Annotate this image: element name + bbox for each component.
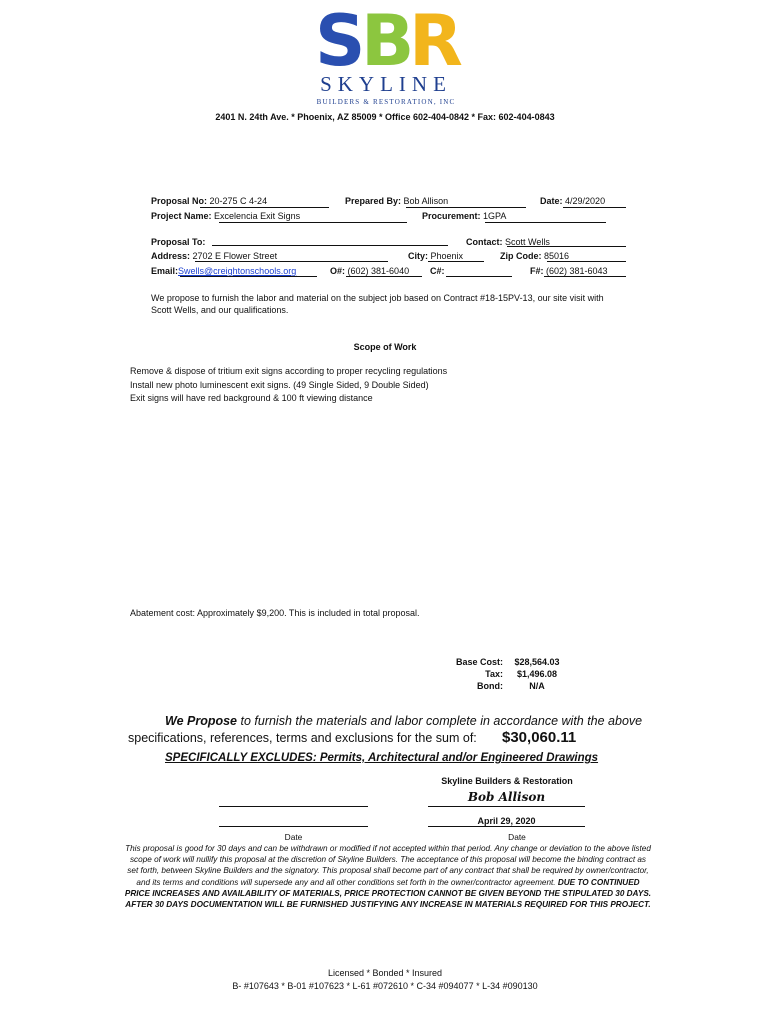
email-link[interactable]: Swells@creightonschools.org (178, 266, 297, 276)
scope-item: Exit signs will have red background & 100 ft viewing distance (130, 393, 373, 403)
base-cost-value: $28,564.03 (514, 657, 560, 667)
proposal-to-underline (212, 245, 448, 246)
contact-label: Contact: (466, 237, 503, 247)
city-underline (428, 261, 484, 262)
city-value: Phoenix (430, 251, 464, 261)
email-field (151, 266, 296, 276)
office-phone-underline (346, 276, 422, 277)
date-underline (563, 207, 626, 208)
procurement-underline (485, 222, 606, 223)
prepared-by-underline (406, 207, 526, 208)
signature-company: Skyline Builders & Restoration (441, 776, 573, 786)
address-value: 2702 E Flower Street (192, 251, 278, 261)
footer-licensed: Licensed * Bonded * Insured (327, 968, 443, 978)
date-label: Date: (540, 196, 563, 206)
cost-labels (440, 656, 503, 692)
terms-bold-due: DUE (557, 877, 576, 887)
company-address-line: 2401 N. 24th Ave. * Phoenix, AZ 85009 * Office 602-404-0842 * Fax: 602-404-0843 (215, 112, 555, 122)
footer (0, 967, 770, 992)
proposal-no-value: 20-275 C 4-24 (209, 196, 268, 206)
tax-label: Tax: (485, 669, 503, 679)
cost-values (508, 656, 566, 692)
project-name-field (151, 211, 300, 221)
logo-wordmark: SKYLINE (320, 72, 452, 96)
prepared-by-label: Prepared By: (345, 196, 402, 206)
procurement-label: Procurement: (422, 211, 481, 221)
scope-item: Install new photo luminescent exit signs. (49 Single Sided, 9 Double Sided) (130, 379, 429, 390)
exclusions: SPECIFICALLY EXCLUDES: Permits, Architectural and/or Engineered Drawings (165, 752, 599, 764)
company-date-line (428, 826, 585, 827)
zip-code-value: 85016 (544, 251, 570, 261)
proposal-no-underline (200, 207, 329, 208)
zip-code-field (500, 251, 569, 261)
procurement-field (422, 211, 506, 221)
procurement-value: 1GPA (483, 211, 507, 221)
proposal-to-label: Proposal To: (151, 237, 206, 247)
scope-title: Scope of Work (353, 342, 417, 352)
logo-letter-s: S (315, 0, 364, 82)
total-amount: $30,060.11 (502, 729, 577, 746)
total-statement-line-1 (165, 714, 642, 728)
logo-subtitle: BUILDERS & RESTORATION, INC (316, 98, 456, 106)
intro-line-2: Scott Wells, and our qualifications. (151, 305, 289, 315)
cell-phone-underline (446, 276, 512, 277)
fax-label: F#: (530, 266, 544, 276)
signature-signer: Bob Allison (467, 790, 546, 804)
intro-paragraph (151, 292, 671, 316)
email-label: Email: (151, 266, 179, 276)
scope-item: Remove & dispose of tritium exit signs according to proper recycling regulations (130, 366, 448, 376)
project-name-underline (219, 222, 407, 223)
office-phone-field (330, 266, 409, 276)
email-underline (180, 276, 317, 277)
city-label: City: (408, 251, 428, 261)
tax-value: $1,496.08 (516, 669, 558, 679)
fax-field (530, 266, 608, 276)
address-underline (195, 261, 388, 262)
company-date-label: Date (508, 832, 526, 842)
prepared-by-field (345, 196, 448, 206)
proposal-no-field (151, 196, 267, 206)
intro-line-1: We propose to furnish the labor and material on the subject job based on Contract #18-15PV-13, our site visit with (151, 293, 604, 303)
zip-code-label: Zip Code: (500, 251, 542, 261)
address-field (151, 251, 277, 261)
client-signature-line (219, 806, 368, 807)
client-date-label: Date (284, 832, 303, 842)
project-name-value: Excelencia Exit Signs (214, 211, 301, 221)
bond-value: N/A (529, 681, 545, 691)
fax-value: (602) 381-6043 (546, 266, 608, 276)
we-propose-rest: to furnish the materials and labor complete in accordance with the above (240, 714, 643, 728)
total-statement-line-2: specifications, references, terms and exclusions for the sum of: (128, 731, 477, 745)
fax-underline (544, 276, 626, 277)
date-field (540, 196, 605, 206)
contact-value: Scott Wells (505, 237, 550, 247)
company-signature-line (428, 806, 585, 807)
terms-bold-rest: TO CONTINUED PRICE INCREASES AND AVAILABILITY OF MATERIALS, PRICE PROTECTION CANNOT BE GIVEN BEYOND THE STIPULATED 30 DAYS. AFTER 30 DAYS DOCUMENTATION WILL BE FURNISHED JUSTIFYING ANY INCREASE IN MATERIALS REQUIRED FOR THIS PROJECT. (124, 877, 652, 910)
we-propose-lead: We Propose (165, 714, 238, 728)
contact-underline (507, 246, 626, 247)
date-value: 4/29/2020 (565, 196, 606, 206)
city-field (408, 251, 463, 261)
footer-license-numbers: B- #107643 * B-01 #107623 * L-61 #072610 * C-34 #094077 * L-34 #090130 (232, 980, 538, 991)
company-logo (313, 0, 461, 108)
project-name-label: Project Name: (151, 211, 212, 221)
bond-label: Bond: (477, 681, 503, 691)
terms-paragraph (124, 843, 652, 910)
scope-list (130, 365, 447, 406)
logo-letter-b: B (361, 0, 413, 82)
cell-phone-label: C#: (430, 266, 445, 276)
proposal-no-label: Proposal No: (151, 196, 208, 206)
client-date-line (219, 826, 368, 827)
terms-text: This proposal is good for 30 days and can be withdrawn or modified if not accepted within that period. Any change or deviation to the above listed scope of work will nullify this proposal at the discretion of Skyline Builders. The acceptance of this proposal will become the binding contract as set forth, between Skyline Builders and the signatory. This proposal shall become part of any contract that shall be required by owner/contractor, and its terms and conditions will supersede any and all other conditions set forth in the owner/contractor agreement. (125, 844, 651, 887)
abatement-note: Abatement cost: Approximately $9,200. This is included in total proposal. (130, 608, 420, 618)
office-phone-value: (602) 381-6040 (347, 266, 410, 276)
prepared-by-value: Bob Allison (403, 196, 449, 206)
office-phone-label: O#: (330, 266, 346, 276)
base-cost-label: Base Cost: (455, 657, 503, 667)
logo-letter-r: R (409, 0, 461, 82)
zip-code-underline (547, 261, 626, 262)
signature-date-value: April 29, 2020 (477, 816, 536, 826)
address-label: Address: (151, 251, 191, 261)
